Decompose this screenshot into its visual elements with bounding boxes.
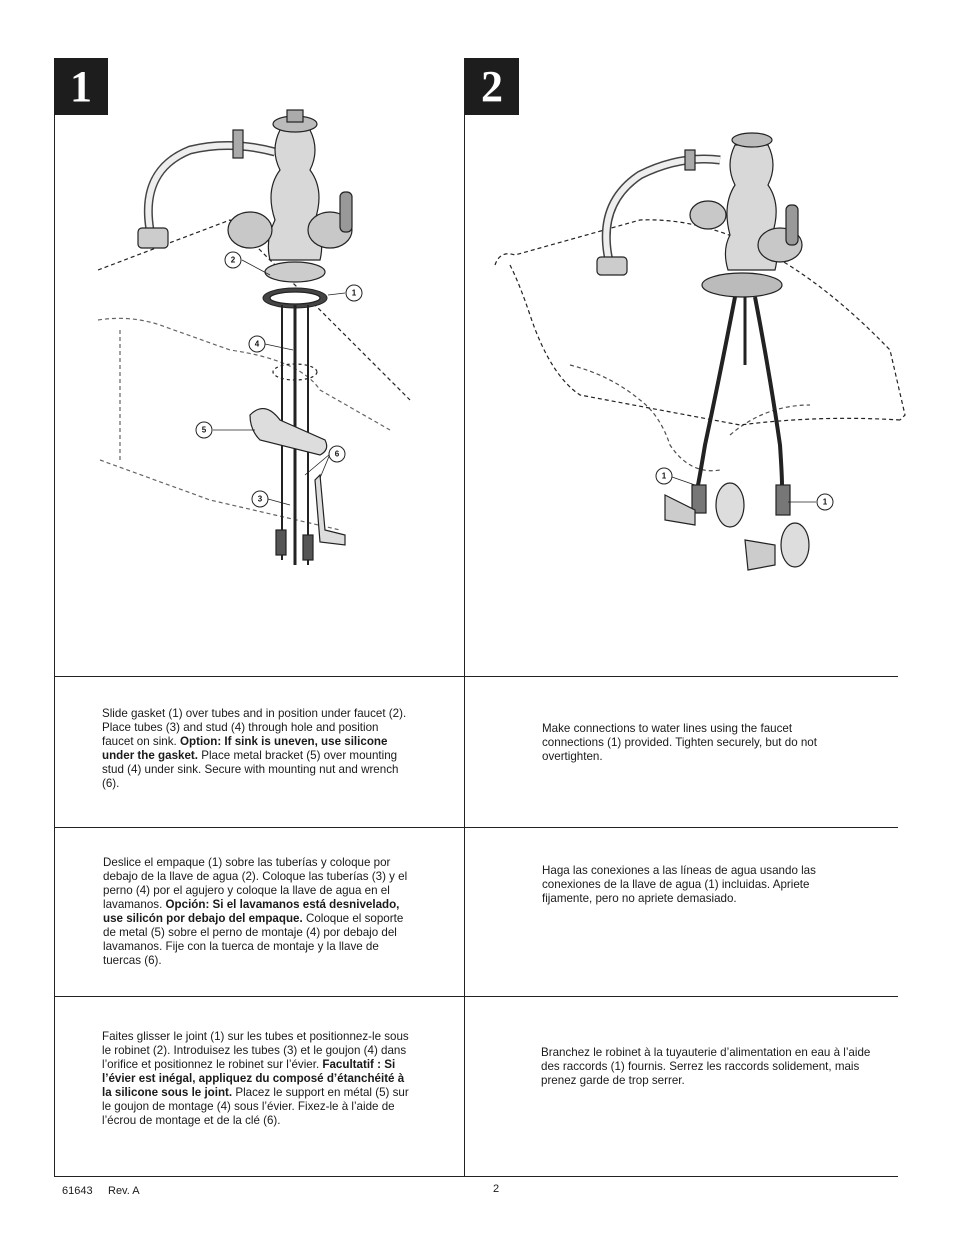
en-left-text-bold: Option: If sink is uneven, use silicone under the gasket.	[102, 735, 388, 762]
step-1-faucet-assembly-illustration	[90, 110, 430, 580]
svg-text:4: 4	[254, 339, 260, 349]
callout-5	[196, 422, 212, 438]
svg-text:6: 6	[334, 449, 340, 459]
step-1-spanish-instructions	[103, 856, 418, 968]
row-divider-3	[54, 996, 898, 997]
step-1-french-instructions	[102, 1030, 417, 1128]
callout-6	[329, 446, 345, 462]
callout-1-left	[656, 468, 672, 484]
callout-4	[249, 336, 265, 352]
svg-text:5: 5	[201, 425, 207, 435]
step-2-french-instructions: Branchez le robinet à la tuyauterie d’alimentation en eau à l’aide des raccords (1) fournis. Serrez les raccords solidement, mais prenez garde de trop serrer.	[541, 1046, 871, 1087]
footer-page-number: 2	[493, 1183, 500, 1195]
row-divider-2	[54, 827, 898, 828]
callout-2	[225, 252, 241, 268]
footer-revision: Rev. A	[108, 1185, 140, 1197]
svg-text:1: 1	[351, 288, 357, 298]
frame-center-divider	[464, 58, 465, 1176]
es-left-text-pre: Deslice el empaque (1) sobre las tuberías y coloque por debajo de la llave de agua (2). Coloque las tuberías (3) y el perno (4) por el agujero y coloque la llave de agua en el lavamanos.	[103, 856, 408, 911]
frame-left-border	[54, 58, 55, 1176]
footer-part-number: 61643	[62, 1185, 93, 1197]
step-2-english-instructions: Make connections to water lines using the faucet connections (1) provided. Tighten securely, but do not overtighten.	[542, 722, 817, 763]
svg-text:1: 1	[822, 497, 828, 507]
step-2-spanish-instructions: Haga las conexiones a las líneas de agua usando las conexiones de la llave de agua (1) incluidas. Apriete fijamente, pero no apriete demasiado.	[542, 864, 816, 905]
en-left-text-pre: Slide gasket (1) over tubes and in position under faucet (2). Place tubes (3) and stud (4) through hole and position faucet on sink.	[102, 707, 407, 748]
es-left-text-post: Coloque el soporte de metal (5) sobre el perno de montaje (4) por debajo del lavamanos. Fije con la tuerca de montaje y la llave de tuercas (6).	[103, 912, 404, 967]
step-2-badge: 2	[465, 58, 519, 115]
en-left-text-post: Place metal bracket (5) over mounting stud (4) under sink. Secure with mounting nut and wrench (6).	[102, 749, 399, 790]
callout-3	[252, 491, 268, 507]
callout-1-right	[817, 494, 833, 510]
es-left-text-bold: Opción: Si el lavamanos está desnivelado, use silicón por debajo del empaque.	[103, 898, 400, 925]
fr-left-text-post: Placez le support en métal (5) sur le goujon de montage (4) sous l’évier. Fixez-le à l’aide de l’écrou de montage et de la clé (6).	[102, 1086, 409, 1127]
fr-left-text-bold: Facultatif : Si l’évier est inégal, appliquez du composé d’étanchéité à la silicone sous le joint.	[102, 1058, 405, 1099]
step-1-english-instructions	[102, 707, 412, 791]
svg-text:2: 2	[230, 255, 236, 265]
frame-bottom-border	[54, 1176, 898, 1177]
fr-left-text-pre: Faites glisser le joint (1) sur les tubes et positionnez-le sous le robinet (2). Introduisez les tubes (3) et le goujon (4) dans l’orifice et positionnez le robinet sur l’évier.	[102, 1030, 409, 1071]
callout-1	[346, 285, 362, 301]
svg-text:3: 3	[257, 494, 263, 504]
step-2-water-connection-illustration	[490, 115, 910, 585]
step-1-badge: 1	[54, 58, 108, 115]
row-divider-1	[54, 676, 898, 677]
svg-text:1: 1	[661, 471, 667, 481]
